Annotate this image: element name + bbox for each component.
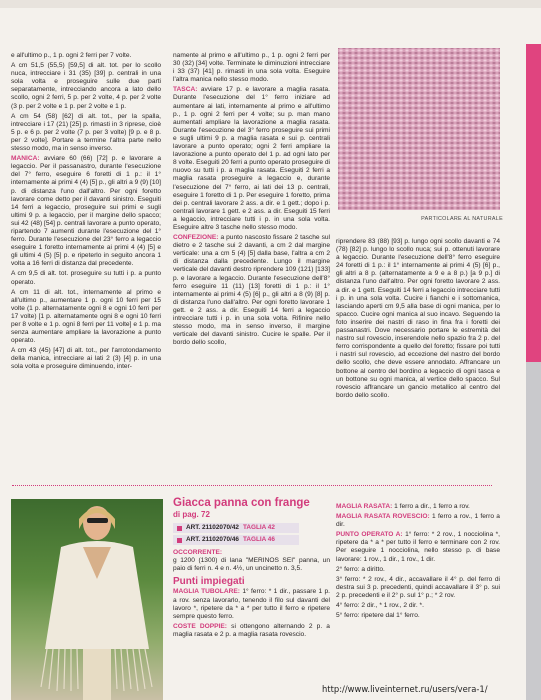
section-label-rasata-rovescio: MAGLIA RASATA ROVESCIO:: [336, 513, 430, 521]
paragraph-text: a punto nascosto fissare 2 tasche sul dietro e 2 tasche sui 2 davanti, a cm 2 dal margine verticale: una a cm 5 (4) [5] dalla base, l'altra a cm 2 di distanza dalla precedente. Lungo il margine verticale del davanti destro riprendere 109 (121) [133] p. e lavorare a legaccio. Durante l'esecuzione dell'8° ferro eseguire 11 (11) [13] foretti di 1 p.: il 1° internamente ai primi 4 (5) [6] p., gli altri a 8 (9) [8] p. di distanza l'uno dall'altro. Per ogni foretto lavorare 1 gett. e 2 ass. a dir. Eseguiti 14 ferri a legaccio intrecciare tutti i p. in una sola volta. Rifinire nello stesso modo, ma in senso inverso, il margine verticale del davanti sinistro. Cucire le spalle. Per il bordo dello scollo,: [173, 234, 330, 347]
manica-paragraph: [11, 155, 161, 268]
paragraph-text: 1 ferro a rov., 1 ferro a dir.: [336, 513, 500, 529]
section-label-manica: MANICA:: [11, 155, 40, 163]
section-label-confezione: CONFEZIONE:: [173, 234, 219, 242]
section-label-occorrente: OCCORRENTE:: [173, 549, 223, 557]
confezione-paragraph: [173, 234, 330, 347]
paragraph: A cm 54 (58) [62] di alt. tot., per la spalla, intrecciare i 17 (21) [25] p. rimasti in 3 riprese, cioè 5 p. e 6 p. per 2 volte (7 p. per 3 volte) [9 p. e 8 p. per 2 volte]. Portare a termine l'altra parte nello stesso modo, ma in senso inverso.: [11, 112, 161, 153]
operato-paragraph: [336, 531, 500, 563]
paragraph-text: 1° ferro: * 2 rov., 1 nocciolina *, ripetere da * a * per tutto il ferro e terminare con 2 rov. Per eseguire 1 nocciolina, nello stesso p. di base lavorare: 1 rov., 1 dir., 1 rov., 1 dir.: [336, 531, 500, 563]
section-label-operato: PUNTO OPERATO A:: [336, 531, 403, 539]
product-info: [173, 497, 330, 639]
paragraph: e all'ultimo p., 1 p. ogni 2 ferri per 7 volte.: [11, 52, 132, 59]
article-row: [173, 535, 299, 545]
section-label-tasca: TASCA:: [173, 86, 198, 94]
product-title: Giacca panna con frange: [173, 497, 310, 509]
paragraph: A cm 43 (45) [47] di alt. tot., per l'arrotondamento della manica, intrecciare ai lati 2 (3) [4] p. in una sola volta e proseguire diminuendo, inter-: [11, 347, 161, 371]
article-size: TAGLIA 42: [242, 524, 275, 531]
section-label-rasata: MAGLIA RASATA:: [336, 503, 393, 510]
bullet-square-icon: [177, 538, 182, 543]
paragraph: A cm 51,5 (55,5) [59,5] di alt. tot. per lo scollo nuca, intrecciare i 31 (35) [39] p. centrali in una sola volta e proseguire sulle due parti separatamente, intrecciando ancora a lato dello scollo, ogni 2 ferri, 5 p. per 2 volte, 4 p. per 2 volte (3 p. per 2 volte e 1 p. per 2 volte e 1 p.: [11, 62, 161, 110]
swatch-caption: PARTICOLARE AL NATURALE: [421, 216, 503, 222]
rasata-paragraph: [336, 503, 500, 511]
rasata-rovescio-paragraph: [336, 513, 500, 529]
paragraph: 2° ferro: a diritto.: [336, 565, 385, 573]
page-top-edge: [0, 0, 541, 8]
text-column-1: [11, 52, 161, 374]
model-illustration: [11, 499, 163, 700]
text-column-2: [173, 52, 330, 349]
page-side-band: [526, 362, 541, 700]
paragraph: g 1200 (1300) di lana "MERINOS SEI" panna, un paio di ferri n. 4 e n. 4½, un uncinetto n. 3,5.: [173, 557, 330, 573]
article-code: ART. 21102070/46: [186, 536, 239, 544]
stitch-instructions: [336, 503, 500, 622]
paragraph-text: si ottengono alternando 2 p. a maglia rasata e 2 p. a maglia rasata rovescio.: [173, 622, 330, 638]
section-label-tubolare: MAGLIA TUBOLARE:: [173, 588, 240, 596]
paragraph-text: 1 ferro a dir., 1 ferro a rov.: [394, 503, 470, 510]
paragraph-text: avviare 60 (66) [72] p. e lavorare a legaccio. Per il passanastro, durante l'esecuzione del 7° ferro, eseguire 6 foretti di 1 p.: il 1° internamente ai primi 4 (4) [5] p., gli altri a 9 (9) [10] p. di distanza l'uno dall'altro. Per ogni foretto lavorare come detto per il davanti sinistro. Eseguiti 14 ferri a legaccio, proseguire sui primi e sugli ultimi 9 p. a legaccio, per il margine dello spacco; sui 42 (48) [54] p. centrali lavorare a punto operato, ripartendo 7 aumenti durante l'esecuzione del 1° ferro. Durante l'esecuzione del 23° ferro a legaccio eseguire 1 foretto internamente ai primi 4 (4) [5] e gli ultimi 4 (5) [5] p. e ripeterlo in seguito ancora 1 volta a 16 ferri di distanza dal precedente.: [11, 155, 161, 268]
paragraph: namente al primo e all'ultimo p., 1 p. ogni 2 ferri per 30 (32) [34] volte. Terminate le diminuzioni intrecciare i 33 (37) [41] p. rimasti in una sola volta. Eseguire l'altra manica nello stesso modo.: [173, 52, 330, 84]
paragraph: A cm 11 di alt. tot., internamente al primo e all'ultimo p., aumentare 1 p. ogni 10 ferri per 15 volte (1 p. alternatamente ogni 8 e ogni 10 ferri per 17 volte) [1 p. alternatamente ogni 8 e ogni 10 ferri per 8 volte e 1 p. ogni 8 ferri per 11 volte] e 1 p. ma senza aumentare ampliare la lavorazione a punto operato.: [11, 288, 161, 345]
paragraph: 3° ferro: * 2 rov., 4 dir., accavallare il 4° p. del ferro di destra sui 3 p. precedenti, quindi accavallare il 3° p. sui 2 p. precedenti e il 2° p. sul 1° p.; * 2 rov.: [336, 575, 500, 599]
paragraph: 4° ferro: 2 dir., * 1 rov., 2 dir. *.: [336, 602, 424, 610]
page-side-tab: [526, 44, 541, 362]
paragraph-text: avviare 17 p. e lavorare a maglia rasata. Durante l'esecuzione del 1° ferro iniziare ad aumentare ai lati, internamente al primo e all'ultimo p., 1 p. ogni 2 ferri per 4 volte; su p. man mano aumentati ampliare la lavorazione a maglia rasata. Durante l'esecuzione del 3° ferro proseguire sui primi e sugli ultimi 9 p. a maglia rasata e sui p. centrali lavorare a punto operato; ogni 2 ferri ampliare la lavorazione a punto operato del 1 p. ad ogni lato per 8 volte. Eseguiti 20 ferri a punto operato proseguire di nuovo su tutti i p. a maglia rasata. Eseguiti 2 ferri a maglia rasata proseguire a legaccio e, durante l'esecuzione del 7° ferro, ai lati dei 13 p. centrali, eseguire 1 foretto di 1 p. Per eseguire 1 foretto, prima dei p. centrali lavorare 2 ass. a dir. e 1 gett.; dopo i p. centrali lavorare 1 gett. e 2 ass. a dir. Eseguiti 15 ferri a legaccio, intrecciare tutti i p. in una sola volta. Eseguire altre 3 tasche nello stesso modo.: [173, 86, 330, 231]
coste-paragraph: [173, 623, 330, 639]
footer-url-link[interactable]: http://www.liveinternet.ru/users/vera-1/: [322, 684, 488, 694]
paragraph: riprendere 83 (88) [93] p. lungo ogni scollo davanti e 74 (78) [82] p. lungo lo scollo nuca; sui p. ottenuti lavorare a legaccio. Durante l'esecuzione dell'8° ferro eseguire 24 foretti di 1 p.: il 1° internamente ai primi 4 (5) [6] p., gli altri a 8 p. (alternatamente a 9 e a 8 p.) [a 9 p.] di distanza l'uno dall'altro. Per ogni foretto lavorare 2 ass. a dir. e 1 gett. Eseguiti 14 ferri a legaccio intrecciare tutti i p. in una sola volta. Cucire i fianchi e i sottomanica, lasciando aperti cm 9,5 alla base di ogni manica, per lo spacco. Cucire ogni manica al suo incavo. Seguendo la foto inserire dei nastri di raso in fina fra i foretti dei passanastri. Dove necessario portare le estremità del nastro sul rovescio, inserendole nello spazio fra 2 p. del ferro corrispondente a quello del foretto; fissare poi tutti i nastri sul rovescio, ad eccezione del nastro del bordo dello scollo, che deve essere annodato. Affrancare un bottone al centro del bordino a legaccio di ogni tasca e un bottone su ogni manica, al vertice dello spacco. Sul rovescio affrancare un gancio metallico al centro del bordo dello scollo.: [336, 238, 500, 399]
paragraph-text: 1° ferro: * 1 dir., passare 1 p. a rov. senza lavorarlo, tenendo il filo sul davanti del lavoro *, ripetere da * a * per tutto il ferro e ripetere sempre questo ferro.: [173, 588, 330, 620]
section-title-punti: Punti impiegati: [173, 576, 245, 588]
occorrente-label-line: [173, 549, 330, 557]
article-code: ART. 21102070/42: [186, 524, 239, 531]
paragraph: A cm 9,5 di alt. tot. proseguire su tutti i p. a punto operato.: [11, 270, 161, 286]
article-row: [173, 523, 299, 533]
tubolare-paragraph: [173, 588, 330, 620]
tasca-paragraph: [173, 86, 330, 232]
section-label-coste: COSTE DOPPIE:: [173, 622, 227, 630]
stitch-swatch-image: [338, 48, 500, 210]
text-column-3: [336, 238, 500, 402]
article-size: TAGLIA 46: [242, 536, 275, 544]
paragraph: 5° ferro: ripetere dal 1° ferro.: [336, 612, 420, 620]
product-page-ref: di pag. 72: [173, 510, 210, 519]
bullet-square-icon: [177, 526, 182, 531]
section-divider: [12, 485, 492, 486]
model-photo: [11, 499, 163, 700]
